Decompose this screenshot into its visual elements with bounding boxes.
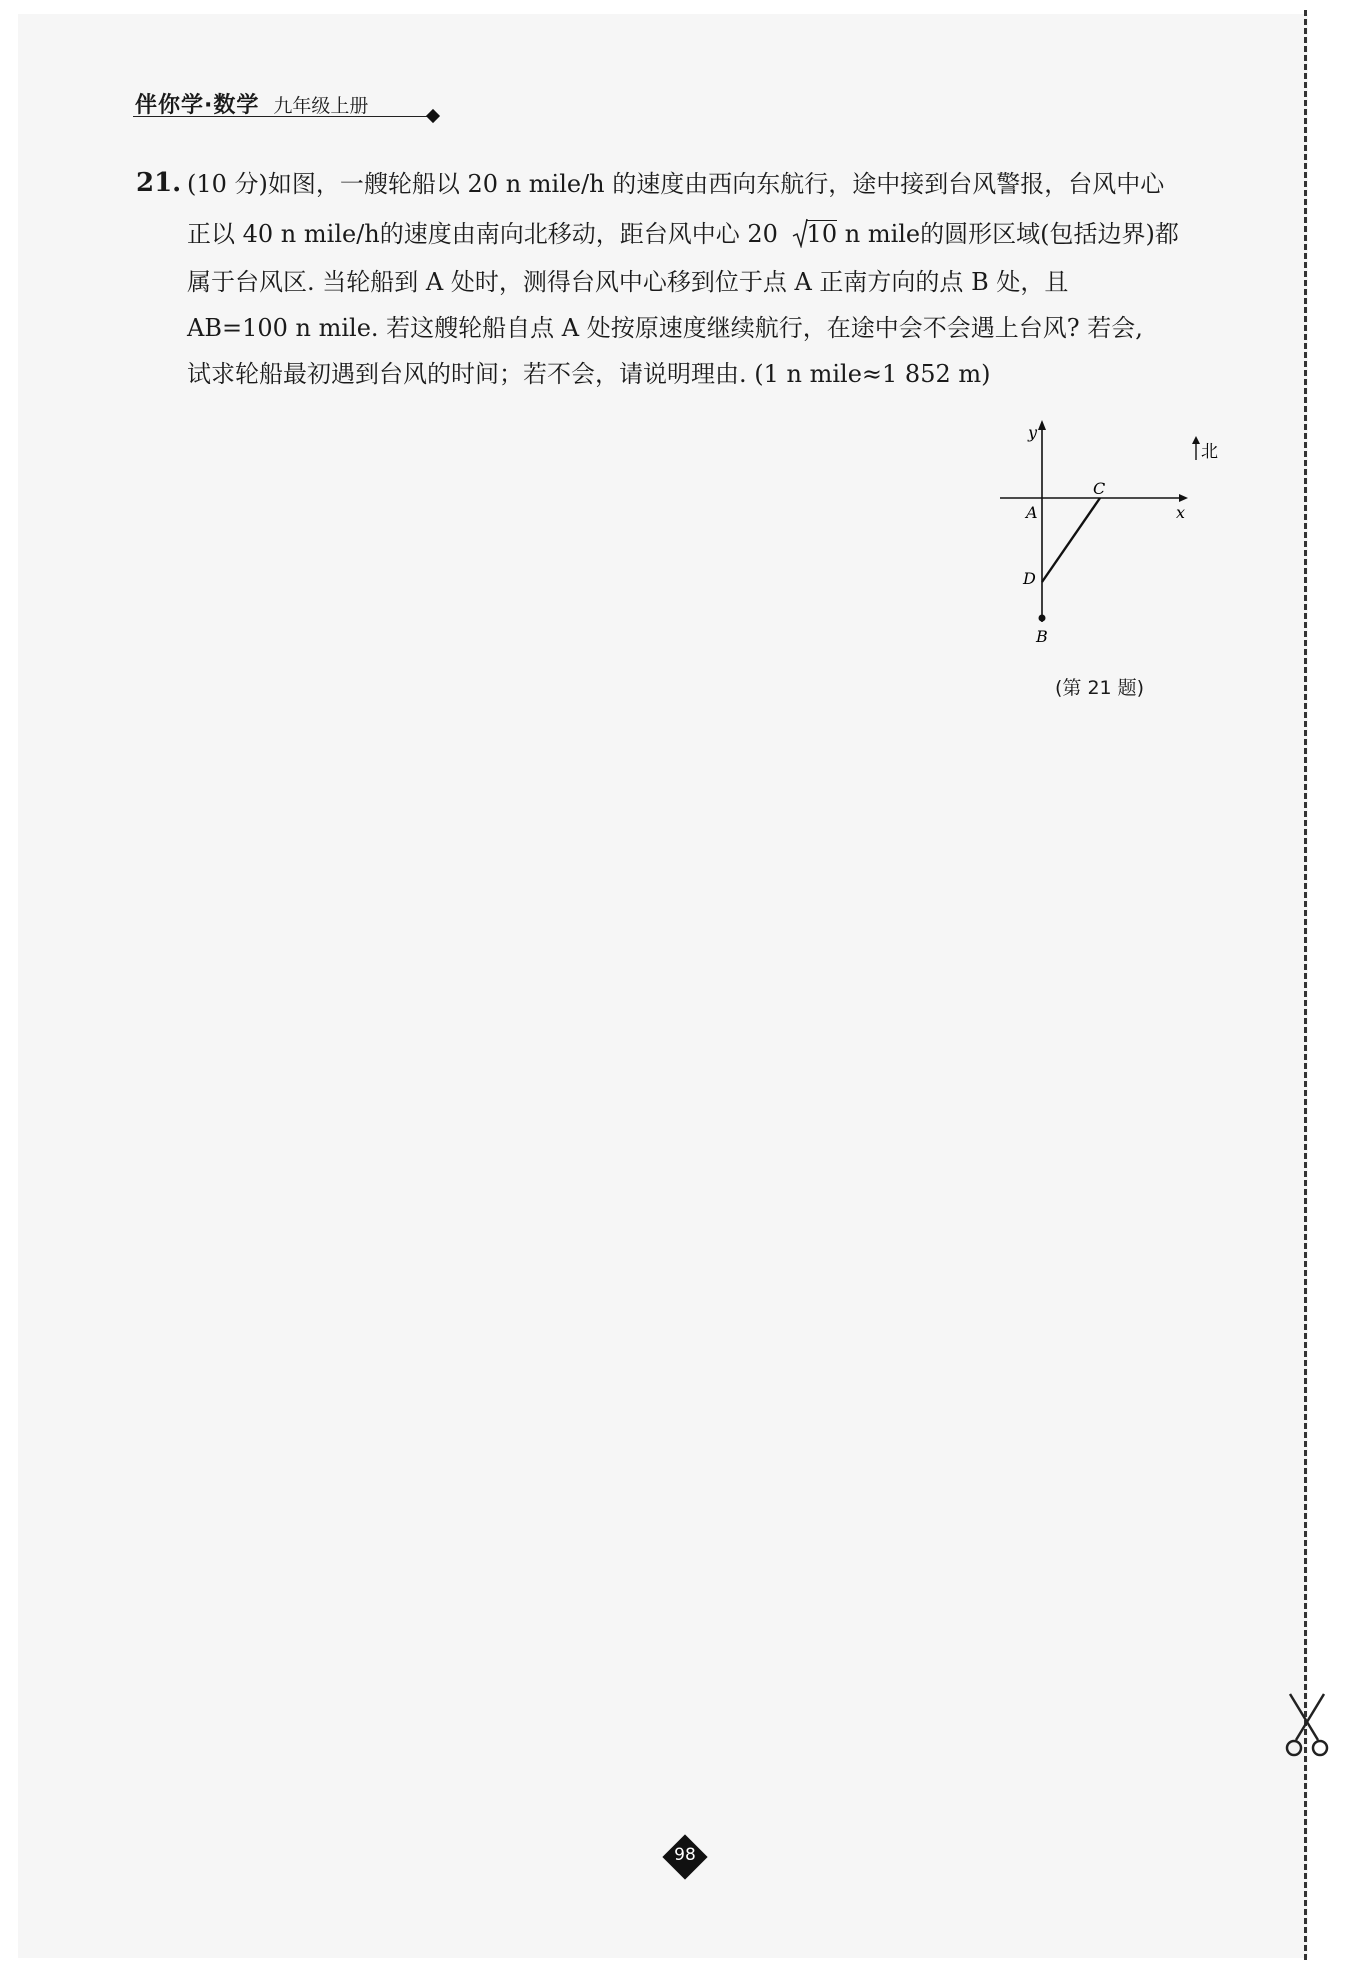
problem-text-line-2a: 正以 40 n mile/h的速度由南向北移动，距台风中心 20 (187, 220, 778, 248)
north-arrow-icon (1192, 436, 1200, 444)
problem-text-line-3: 属于台风区. 当轮船到 A 处时，测得台风中心移到位于点 A 正南方向的点 B 处，且 (187, 268, 1069, 296)
problem-text-line-4: AB=100 n mile. 若这艘轮船自点 A 处按原速度继续航行，在途中会不会遇上台风? 若会, (187, 314, 1143, 342)
book-grade-label: 九年级上册 (273, 95, 369, 117)
label-b: B (1036, 627, 1048, 646)
problem-text-line-1: (10 分)如图，一艘轮船以 20 n mile/h 的速度由西向东航行，途中接到台风警报，台风中心 (187, 170, 1165, 198)
problem-number: 21. (136, 168, 182, 198)
sqrt-radicand: 10 (806, 220, 838, 248)
figure-caption: (第 21 题) (1055, 677, 1145, 699)
page-number-badge (662, 1834, 708, 1880)
x-axis-arrow-icon (1179, 494, 1188, 502)
radical-icon (792, 218, 808, 248)
sqrt-sign-icon (792, 218, 838, 250)
page-sheet (18, 14, 1308, 1958)
y-axis-arrow-icon (1038, 420, 1046, 430)
segment-dc (1042, 498, 1100, 582)
scissors-icon (1282, 1690, 1330, 1770)
problem-text-line-2 (187, 218, 1179, 250)
label-c: C (1093, 479, 1106, 498)
book-series-title: 伴你学·数学 (135, 93, 260, 118)
cut-line (1304, 10, 1307, 1960)
problem-text-line-2b: n mile的圆形区域(包括边界)都 (844, 220, 1179, 248)
page-number: 98 (674, 1845, 696, 1865)
problem-figure (980, 410, 1220, 650)
header-rule (133, 116, 433, 117)
problem-text-line-5: 试求轮船最初遇到台风的时间；若不会，请说明理由. (1 n mile≈1 852 m) (187, 360, 991, 388)
page-header (135, 88, 368, 119)
north-label: 北 (1201, 442, 1218, 462)
y-axis-label: y (1028, 423, 1038, 442)
label-d: D (1023, 569, 1036, 588)
point-b-dot (1039, 615, 1046, 622)
label-a: A (1026, 503, 1038, 522)
x-axis-label: x (1176, 503, 1186, 522)
